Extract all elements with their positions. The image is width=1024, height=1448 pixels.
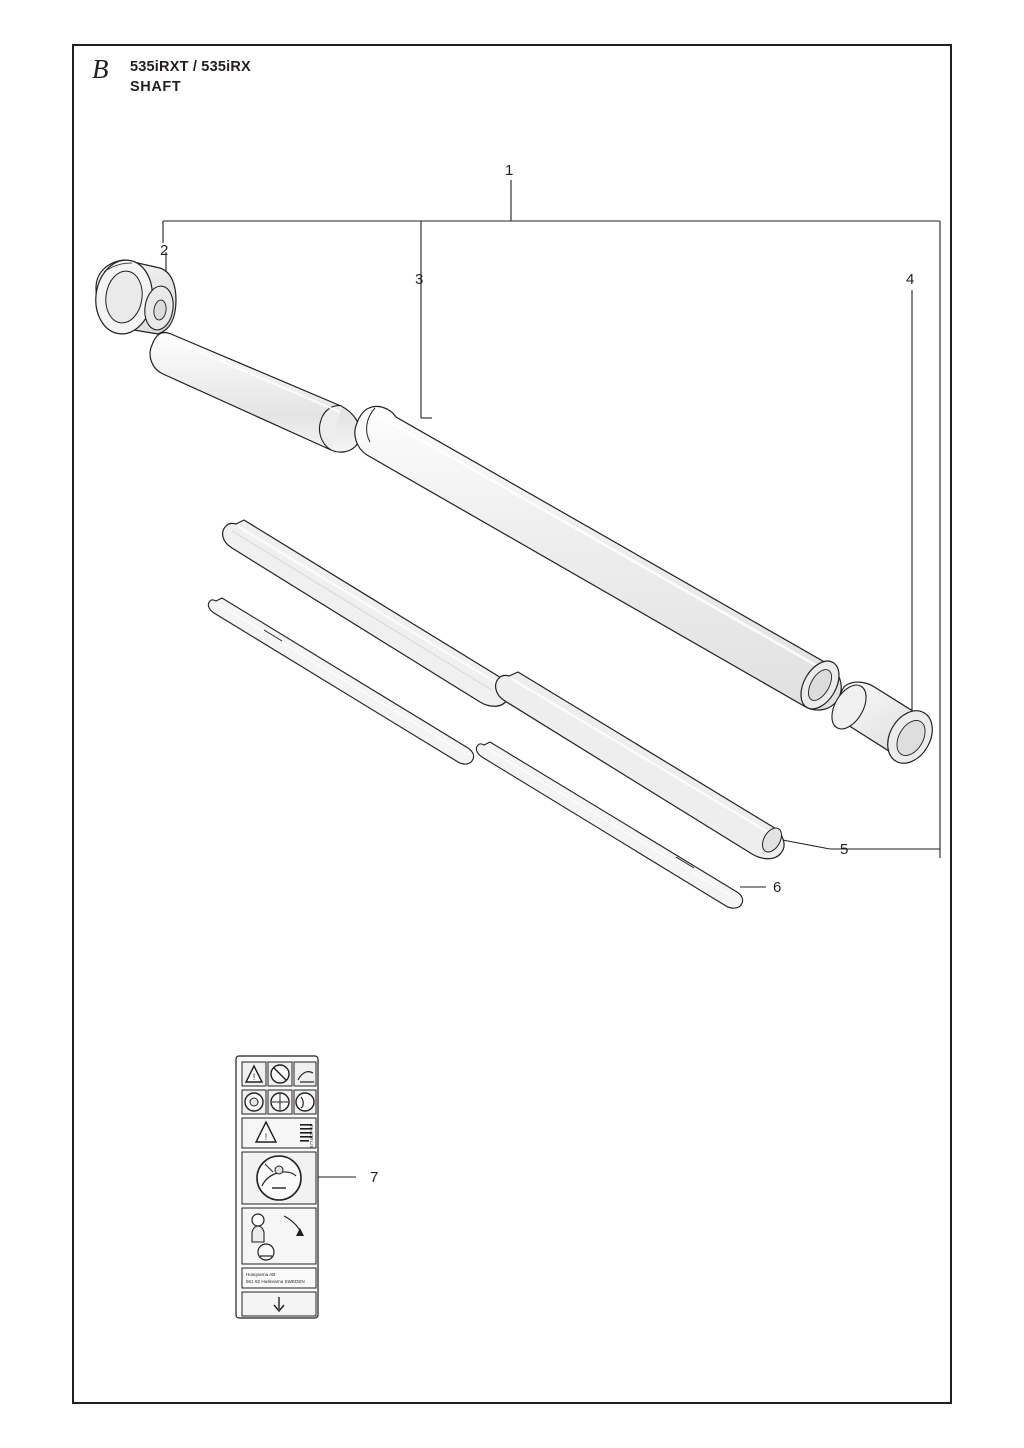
decal-footer-line1: Husqvarna AB (246, 1272, 276, 1277)
callout-6: 6 (773, 879, 782, 896)
callout-2: 2 (160, 242, 169, 259)
callout-7: 7 (370, 1169, 379, 1186)
callout-5: 5 (840, 841, 849, 858)
callout-3: 3 (415, 271, 424, 288)
decal-footer-line2: 561 82 Huskvarna SWEDEN (246, 1279, 305, 1284)
part-2-coupling-sleeve (91, 256, 176, 337)
part-4-coupling-sleeve (825, 679, 941, 771)
assembly-title: SHAFT (130, 78, 182, 95)
svg-text:!: ! (252, 1072, 256, 1082)
section-letter: B (92, 54, 109, 84)
part-3-shaft-tube (150, 332, 847, 715)
part-7-warning-decal (236, 1056, 356, 1318)
part-5-shaft-liner (223, 520, 786, 859)
decal-side-text: 5774527-01 (309, 1124, 314, 1148)
svg-text:!: ! (264, 1132, 268, 1142)
model-title: 535iRXT / 535iRX (130, 59, 251, 75)
callout-4: 4 (906, 271, 915, 288)
callout-1: 1 (505, 162, 514, 179)
part-6-drive-rod (208, 598, 742, 908)
